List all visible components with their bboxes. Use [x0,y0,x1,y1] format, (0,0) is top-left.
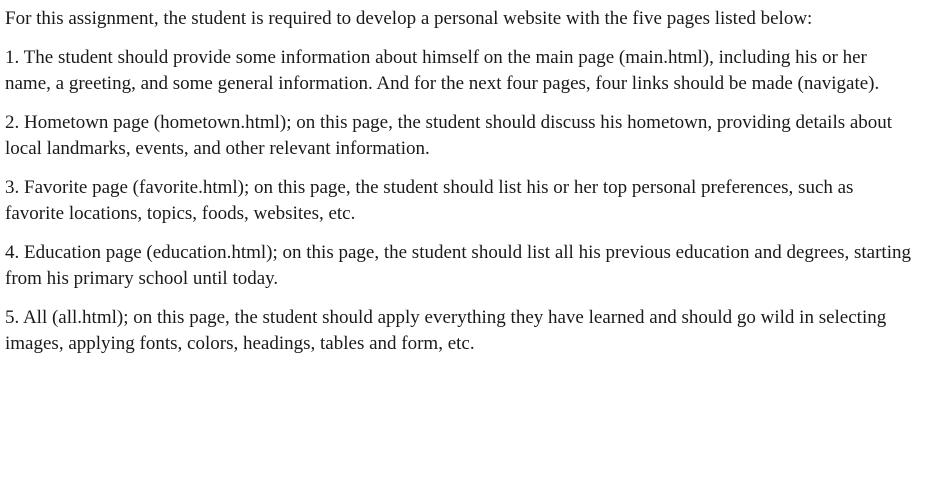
item-hometown-page: 2. Hometown page (hometown.html); on this page, the student should discuss his hometown, providing details about local landmarks, events, and other relevant information. [5,111,893,159]
item-main-page: 1. The student should provide some information about himself on the main page (main.html), including his or her name, a greeting, and some general information. And for the next four pages, four links should be made (navigate). [5,46,880,94]
item-favorite-page: 3. Favorite page (favorite.html); on this page, the student should list his or her top personal preferences, such as favorite locations, topics, foods, websites, etc. [5,176,854,224]
item-all-page: 5. All (all.html); on this page, the student should apply everything they have learned and should go wild in selecting images, applying fonts, colors, headings, tables and form, etc. [5,306,887,354]
item-education-page: 4. Education page (education.html); on this page, the student should list all his previous education and degrees, starting from his primary school until today. [5,241,911,289]
intro-paragraph: For this assignment, the student is required to develop a personal website with the five pages listed below: [5,8,813,29]
